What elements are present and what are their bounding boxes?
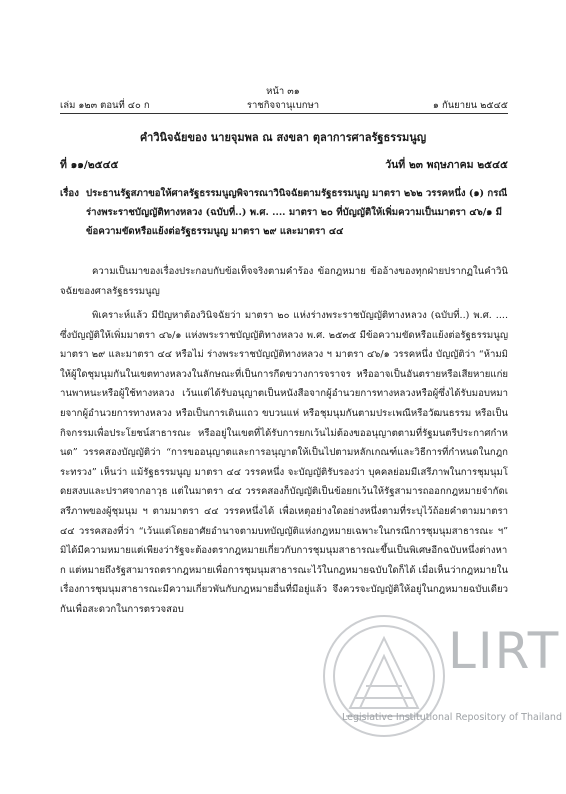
header-page-number: หน้า ๓๑ — [266, 86, 300, 97]
ruling-number: ที่ ๑๑/๒๕๔๕ — [60, 159, 119, 171]
header-date: ๑ กันยายน ๒๕๔๕ — [432, 100, 508, 111]
subject-text: ประธานรัฐสภาขอให้ศาลรัฐธรรมนูญพิจารณาวินิจฉัยตามรัฐธรรมนูญ มาตรา ๒๖๒ วรรคหนึ่ง (๑) กรณีร่างพระราชบัญญัติทางหลวง (ฉบับที่..) พ.ศ. .... มาตรา ๒๐ ที่บัญญัติให้เพิ่มความเป็นมาตรา ๔๖/๑ มีข้อความขัดหรือแย้งต่อรัฐธรรมนูญ มาตรา ๒๙ และมาตรา ๔๔ — [86, 188, 508, 237]
subject-label: เรื่อง — [60, 188, 79, 199]
paragraph-background: ความเป็นมาของเรื่องประกอบกับข้อเท็จจริงตามคำร้อง ข้อกฎหมาย ข้ออ้างของทุกฝ่ายปรากฏในคำวินิจฉัยของศาลรัฐธรรมนูญ — [60, 266, 508, 297]
subject-block — [60, 184, 508, 244]
lirt-logo-subtitle: Legislative Institutional Repository of Thailand — [342, 712, 562, 723]
ruling-date: วันที่ ๒๓ พฤษภาคม ๒๕๔๕ — [385, 159, 508, 171]
paragraph-analysis: พิเคราะห์แล้ว มีปัญหาต้องวินิจฉัยว่า มาตรา ๒๐ แห่งร่างพระราชบัญญัติทางหลวง (ฉบับที่..) พ.ศ. .... ซึ่งบัญญัติให้เพิ่มมาตรา ๔๖/๑ แห่งพระราชบัญญัติทางหลวง พ.ศ. ๒๕๓๕ มีข้อความขัดหรือแย้งต่อรัฐธรรมนูญ มาตรา ๒๙ และมาตรา ๔๔ หรือไม่ ร่างพระราชบัญญัติทางหลวง ฯ มาตรา ๔๖/๑ วรรคหนึ่ง บัญญัติว่า “ห้ามมิให้ผู้ใดชุมนุมกันในเขตทางหลวงในลักษณะที่เป็นการกีดขวางการจราจร หรืออาจเป็นอันตรายหรือเสียหายแก่ยานพาหนะหรือผู้ใช้ทางหลวง เว้นแต่ได้รับอนุญาตเป็นหนังสือจากผู้อำนวยการทางหลวงหรือผู้ซึ่งได้รับมอบหมายจากผู้อำนวยการทางหลวง หรือเป็นการเดินแถว ขบวนแห่ หรือชุมนุมกันตามประเพณีหรือวัฒนธรรม หรือเป็นกิจกรรมเพื่อประโยชน์สาธารณะ หรืออยู่ในเขตที่ได้รับการยกเว้นไม่ต้องขออนุญาตตามที่รัฐมนตรีประกาศกำหนด” วรรคสองบัญญัติว่า “การขออนุญาตและการอนุญาตให้เป็นไปตามหลักเกณฑ์และวิธีการที่กำหนดในกฎกระทรวง” เห็นว่า แม้รัฐธรรมนูญ มาตรา ๔๔ วรรคหนึ่ง จะบัญญัติรับรองว่า บุคคลย่อมมีเสรีภาพในการชุมนุมโดยสงบและปราศจากอาวุธ แต่ในมาตรา ๔๔ วรรคสองก็บัญญัติเป็นข้อยกเว้นให้รัฐสามารถออกกฎหมายจำกัดเสรีภาพของผู้ชุมนุม ฯ ตามมาตรา ๔๔ วรรคหนึ่งได้ เพื่อเหตุอย่างใดอย่างหนึ่งตามที่ระบุไว้ถ้อยคำตามมาตรา ๔๔ วรรคสองที่ว่า “เว้นแต่โดยอาศัยอำนาจตามบทบัญญัติแห่งกฎหมายเฉพาะในกรณีการชุมนุมสาธารณะ ฯ” มิได้มีความหมายแต่เพียงว่ารัฐจะต้องตรากฎหมายเกี่ยวกับการชุมนุมสาธารณะขึ้นเป็นพิเศษอีกฉบับหนึ่งต่างหาก แต่หมายถึงรัฐสามารถตรากฎหมายเพื่อการชุมนุมสาธารณะไว้ในกฎหมายฉบับใดก็ได้ เมื่อเห็นว่ากฎหมายในเรื่องการชุมนุมสาธารณะมีความเกี่ยวพันกับกฎหมายอื่นที่มีอยู่แล้ว จึงควรจะบัญญัติให้อยู่ในกฎหมายฉบับเดียวกันเพื่อสะดวกในการตรวจสอบ — [60, 310, 508, 615]
header-volume-issue: เล่ม ๑๒๓ ตอนที่ ๔๐ ก — [60, 100, 150, 111]
lirt-logo: LIRT — [448, 622, 561, 680]
header-rule — [60, 113, 508, 114]
header-gazette-name: ราชกิจจานุเบกษา — [246, 100, 320, 111]
document-heading: คำวินิจฉัยของ นายจุมพล ณ สงขลา ตุลาการศาลรัฐธรรมนูญ — [139, 131, 427, 144]
